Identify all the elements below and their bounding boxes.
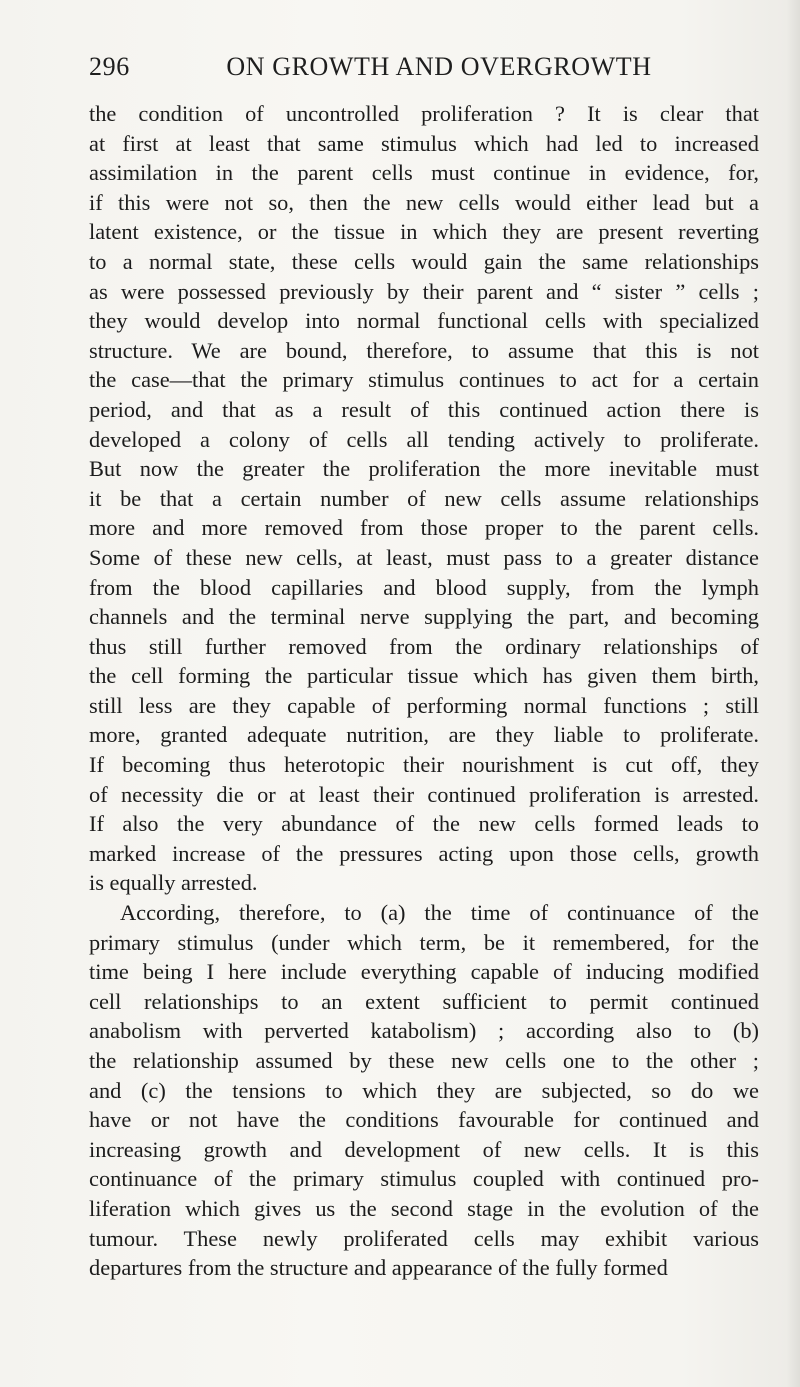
text-line: increasing growth and development of new cells. It is this [89,1136,759,1162]
body-text [89,99,759,1283]
text-line: and (c) the tensions to which they are subjected, so do we [89,1077,759,1103]
text-line: cell relationships to an extent sufficient to permit continued [89,988,759,1014]
text-line: of necessity die or at least their continued proliferation is arrested. [89,781,759,807]
text-line: liferation which gives us the second stage in the evolution of the [89,1195,759,1221]
text-line: According, therefore, to (a) the time of continuance of the [120,900,759,926]
page-edge-shadow [786,0,800,1387]
text-line: at first at least that same stimulus which had led to increased [89,130,759,156]
text-line: period, and that as a result of this continued action there is [89,396,759,422]
text-line: If also the very abundance of the new cells formed leads to [89,811,759,837]
text-line: more and more removed from those proper to the parent cells. [89,515,759,541]
text-line: it be that a certain number of new cells assume relationships [89,485,759,511]
text-line: as were possessed previously by their parent and “ sister ” cells ; [89,278,759,304]
text-line: Some of these new cells, at least, must pass to a greater distance [89,544,759,570]
text-line: If becoming thus heterotopic their nourishment is cut off, they [89,752,759,778]
paragraph [89,898,759,1283]
text-line: to a normal state, these cells would gain the same relationships [89,248,759,274]
text-line: assimilation in the parent cells must continue in evidence, for, [89,160,759,186]
text-line: continuance of the primary stimulus coupled with continued pro- [89,1166,759,1192]
text-line: But now the greater the proliferation the more inevitable must [89,456,759,482]
text-line: have or not have the conditions favourable for continued and [89,1107,759,1133]
text-line: time being I here include everything capable of inducing modified [89,959,759,985]
paragraph [89,99,759,898]
page-number: 296 [89,52,130,81]
text-line: thus still further removed from the ordinary relationships of [89,633,759,659]
text-line: structure. We are bound, therefore, to assume that this is not [89,337,759,363]
text-line: if this were not so, then the new cells would either lead but a [89,189,759,215]
text-line: is equally arrested. [89,870,258,896]
text-line: latent existence, or the tissue in which they are present reverting [89,219,759,245]
text-line: still less are they capable of performing normal functions ; still [89,692,759,718]
text-line: from the blood capillaries and blood supply, from the lymph [89,574,759,600]
text-line: departures from the structure and appearance of the fully formed [89,1255,668,1281]
text-line: more, granted adequate nutrition, are they liable to proliferate. [89,722,759,748]
text-line: primary stimulus (under which term, be it remembered, for the [89,929,759,955]
text-line: they would develop into normal functional cells with specialized [89,308,759,334]
text-line: tumour. These newly proliferated cells may exhibit various [89,1225,759,1251]
page-header-title: ON GROWTH AND OVERGROWTH [226,52,652,81]
text-line: the relationship assumed by these new cells one to the other ; [89,1048,759,1073]
text-line: the condition of uncontrolled proliferation ? It is clear that [89,101,759,126]
text-line: the case—that the primary stimulus continues to act for a certain [89,367,759,393]
text-line: anabolism with perverted katabolism) ; according also to (b) [89,1018,759,1044]
text-line: developed a colony of cells all tending actively to proliferate. [89,426,759,452]
running-head [89,52,759,92]
text-line: the cell forming the particular tissue which has given them birth, [89,663,759,689]
text-line: channels and the terminal nerve supplying the part, and becoming [89,604,759,630]
text-line: marked increase of the pressures acting upon those cells, growth [89,840,759,866]
